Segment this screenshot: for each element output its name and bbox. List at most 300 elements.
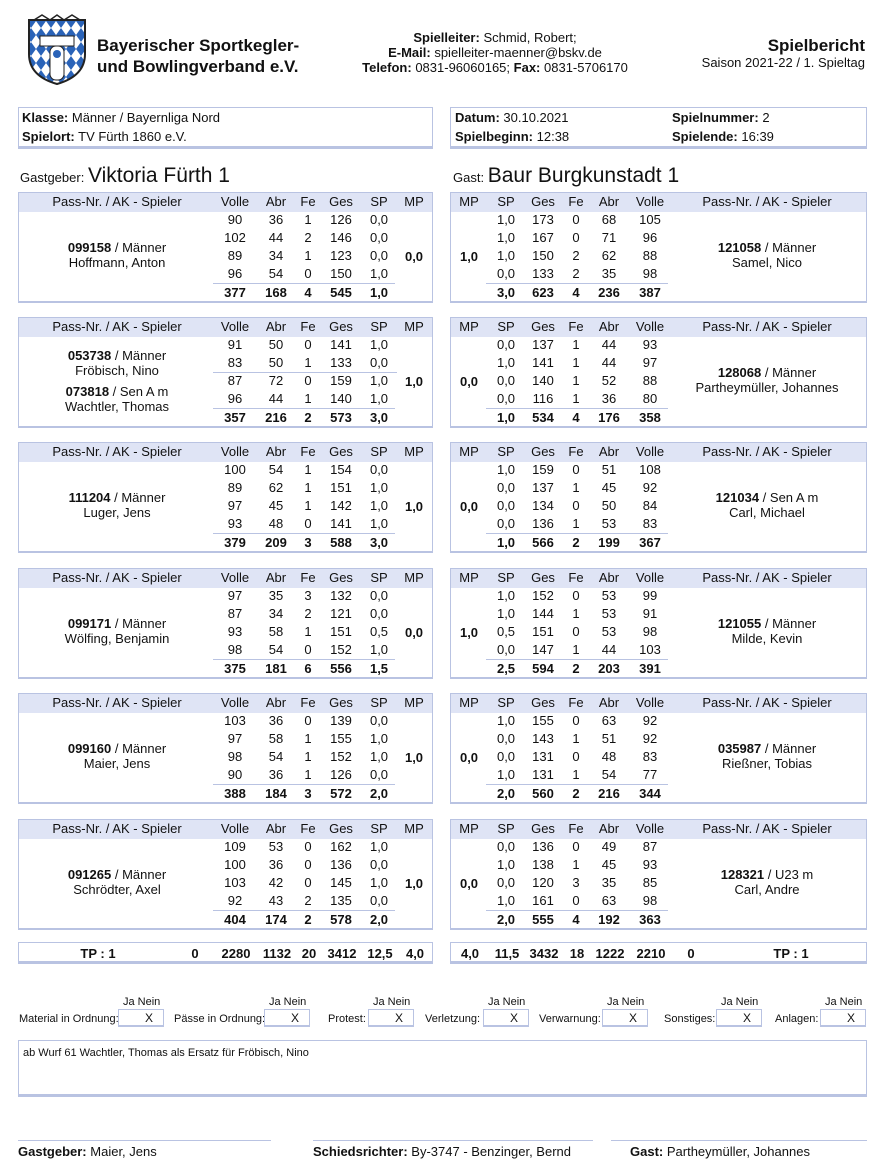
away-header-ges: Ges bbox=[531, 194, 555, 209]
away-score-cell: 1,0 bbox=[496, 893, 516, 908]
home-score-cell: 54 bbox=[268, 642, 284, 657]
leader-value: Schmid, Robert; bbox=[483, 30, 577, 45]
player-name: Schrödter, Axel bbox=[73, 882, 161, 897]
player-name: Luger, Jens bbox=[83, 505, 151, 520]
away-score-cell: 151 bbox=[532, 624, 554, 639]
check-box[interactable] bbox=[483, 1009, 529, 1027]
home-score-cell: 1 bbox=[304, 731, 312, 746]
away-score-cell: 0,0 bbox=[496, 516, 516, 531]
away-total-divider bbox=[486, 784, 668, 785]
away-total-cell: 203 bbox=[598, 661, 620, 676]
away-total-cell: 3,0 bbox=[496, 285, 516, 300]
home-score-cell: 93 bbox=[227, 624, 243, 639]
player-age-class: / Männer bbox=[111, 741, 167, 756]
check-box[interactable] bbox=[716, 1009, 762, 1027]
away-score-cell: 1 bbox=[572, 857, 580, 872]
check-label: Protest: bbox=[328, 1013, 366, 1025]
away-score-cell: 108 bbox=[639, 462, 661, 477]
home-total-cell: 2 bbox=[304, 912, 312, 927]
away-total-cell: 2,0 bbox=[496, 786, 516, 801]
away-score-cell: 85 bbox=[642, 875, 658, 890]
home-score-cell: 42 bbox=[268, 875, 284, 890]
away-score-cell: 80 bbox=[642, 391, 658, 406]
home-header-mp: MP bbox=[404, 194, 424, 209]
home-total-cell: 168 bbox=[265, 285, 287, 300]
away-score-cell: 1,0 bbox=[496, 606, 516, 621]
away-score-cell: 48 bbox=[601, 749, 617, 764]
home-score-cell: 1 bbox=[304, 355, 312, 370]
player-age-class: / Sen A m bbox=[109, 384, 169, 399]
home-score-cell: 150 bbox=[330, 266, 352, 281]
home-score-cell: 1,0 bbox=[369, 498, 389, 513]
home-header-mp: MP bbox=[404, 695, 424, 710]
away-total-cell: 1,0 bbox=[496, 535, 516, 550]
away-score-cell: 0,0 bbox=[496, 337, 516, 352]
away-score-cell: 49 bbox=[601, 839, 617, 854]
away-header-fe: Fe bbox=[568, 570, 584, 585]
away-score-cell: 136 bbox=[532, 839, 554, 854]
player-pass-number: 111204 bbox=[68, 490, 111, 505]
home-score-cell: 34 bbox=[268, 248, 284, 263]
away-score-cell: 0,5 bbox=[496, 624, 516, 639]
home-total-cell: 184 bbox=[265, 786, 287, 801]
home-player bbox=[65, 384, 169, 414]
home-score-cell: 0 bbox=[304, 857, 312, 872]
home-match-point: 0,0 bbox=[404, 625, 424, 640]
away-header-abr: Abr bbox=[598, 570, 620, 585]
away-score-cell: 98 bbox=[642, 624, 658, 639]
away-score-cell: 0,0 bbox=[496, 642, 516, 657]
away-score-cell: 155 bbox=[532, 713, 554, 728]
home-score-cell: 100 bbox=[224, 462, 246, 477]
away-header-sp: SP bbox=[497, 695, 515, 710]
away-total-cell: 367 bbox=[639, 535, 661, 550]
away-total-cell: 2 bbox=[572, 786, 580, 801]
away-summary bbox=[450, 942, 867, 964]
home-score-cell: 54 bbox=[268, 749, 284, 764]
home-score-cell: 96 bbox=[227, 391, 243, 406]
away-score-cell: 144 bbox=[532, 606, 554, 621]
home-total-cell: 556 bbox=[330, 661, 352, 676]
away-score-cell: 147 bbox=[532, 642, 554, 657]
away-score-cell: 54 bbox=[601, 767, 617, 782]
leader-label: Spielleiter: bbox=[413, 30, 480, 45]
home-score-cell: 83 bbox=[227, 355, 243, 370]
home-total-cell: 216 bbox=[265, 410, 287, 425]
away-score-cell: 0,0 bbox=[496, 266, 516, 281]
email-label: E-Mail: bbox=[388, 45, 431, 60]
home-total-cell: 3,0 bbox=[369, 410, 389, 425]
away-score-cell: 0 bbox=[572, 839, 580, 854]
away-total-cell: 1,0 bbox=[496, 410, 516, 425]
away-score-cell: 137 bbox=[532, 337, 554, 352]
away-player bbox=[721, 867, 814, 897]
home-header-row bbox=[19, 694, 432, 713]
away-score-cell: 116 bbox=[532, 391, 554, 406]
away-score-cell: 53 bbox=[601, 588, 617, 603]
away-header-pass-nr-ak-spieler: Pass-Nr. / AK - Spieler bbox=[702, 444, 832, 459]
home-header-abr: Abr bbox=[265, 319, 287, 334]
home-score-cell: 54 bbox=[268, 266, 284, 281]
home-header-mp: MP bbox=[404, 319, 424, 334]
org-line-1: Bayerischer Sportkegler- bbox=[97, 36, 300, 55]
away-total-cell: 2 bbox=[572, 535, 580, 550]
away-header-row bbox=[451, 569, 866, 588]
home-score-cell: 92 bbox=[227, 893, 243, 908]
home-score-cell: 139 bbox=[330, 713, 352, 728]
check-mark-nein: X bbox=[291, 1011, 300, 1025]
home-header-sp: SP bbox=[370, 319, 388, 334]
away-total-cell: 566 bbox=[532, 535, 554, 550]
away-score-cell: 3 bbox=[572, 875, 580, 890]
player-name: Hoffmann, Anton bbox=[68, 255, 166, 270]
away-team-label: Gast: bbox=[453, 170, 485, 185]
datum-value: 30.10.2021 bbox=[503, 110, 569, 125]
home-header-volle: Volle bbox=[220, 194, 250, 209]
home-summary-cell: 3412 bbox=[327, 946, 357, 961]
away-header-mp: MP bbox=[459, 319, 479, 334]
home-score-cell: 0 bbox=[304, 875, 312, 890]
home-header-mp: MP bbox=[404, 444, 424, 459]
player-name: Samel, Nico bbox=[731, 255, 803, 270]
check-mark-nein: X bbox=[395, 1011, 404, 1025]
spielnummer-value: 2 bbox=[762, 110, 770, 125]
away-total-cell: 2,5 bbox=[496, 661, 516, 676]
home-header-ges: Ges bbox=[329, 319, 353, 334]
home-total-divider bbox=[213, 533, 395, 534]
away-summary-cell: 4,0 bbox=[460, 946, 480, 961]
home-total-cell: 377 bbox=[224, 285, 246, 300]
player-age-class: / Männer bbox=[111, 616, 167, 631]
datum-label: Datum: bbox=[455, 110, 500, 125]
away-score-cell: 99 bbox=[642, 588, 658, 603]
away-header-sp: SP bbox=[497, 319, 515, 334]
home-player bbox=[65, 616, 170, 646]
away-header-volle: Volle bbox=[635, 570, 665, 585]
away-total-cell: 594 bbox=[532, 661, 554, 676]
away-summary-cell: 18 bbox=[569, 946, 585, 961]
away-header-volle: Volle bbox=[635, 821, 665, 836]
away-score-cell: 1,0 bbox=[496, 248, 516, 263]
home-header-abr: Abr bbox=[265, 570, 287, 585]
home-header-fe: Fe bbox=[300, 444, 316, 459]
home-header-abr: Abr bbox=[265, 444, 287, 459]
home-header-sp: SP bbox=[370, 444, 388, 459]
phone-label: Telefon: bbox=[362, 60, 412, 75]
home-score-cell: 0,0 bbox=[369, 230, 389, 245]
spielnummer-label: Spielnummer: bbox=[672, 110, 759, 125]
away-score-cell: 2 bbox=[572, 266, 580, 281]
away-match-point: 0,0 bbox=[459, 750, 479, 765]
ja-nein-header: Ja Nein bbox=[373, 996, 411, 1008]
home-header-ges: Ges bbox=[329, 570, 353, 585]
home-total-cell: 3,0 bbox=[369, 535, 389, 550]
home-header-pass-nr-ak-spieler: Pass-Nr. / AK - Spieler bbox=[52, 319, 182, 334]
away-summary-cell: 0 bbox=[687, 946, 695, 961]
away-score-cell: 44 bbox=[601, 355, 617, 370]
away-score-cell: 140 bbox=[532, 373, 554, 388]
season-label: Saison 2021-22 / 1. Spieltag bbox=[701, 55, 865, 70]
ja-nein-header: Ja Nein bbox=[721, 996, 759, 1008]
away-score-cell: 0 bbox=[572, 498, 580, 513]
away-header-mp: MP bbox=[459, 444, 479, 459]
home-score-cell: 34 bbox=[268, 606, 284, 621]
away-score-cell: 53 bbox=[601, 624, 617, 639]
home-match-point: 1,0 bbox=[404, 750, 424, 765]
away-header-volle: Volle bbox=[635, 444, 665, 459]
home-header-ges: Ges bbox=[329, 821, 353, 836]
away-score-cell: 1 bbox=[572, 391, 580, 406]
player-name: Milde, Kevin bbox=[731, 631, 803, 646]
player-pass-number: 121034 bbox=[715, 490, 760, 505]
away-total-cell: 4 bbox=[572, 410, 580, 425]
home-score-cell: 0 bbox=[304, 642, 312, 657]
home-score-cell: 132 bbox=[330, 588, 352, 603]
player-age-class: / Männer bbox=[761, 741, 817, 756]
away-header-sp: SP bbox=[497, 570, 515, 585]
check-box[interactable] bbox=[820, 1009, 866, 1027]
player-pass-number: 128068 bbox=[717, 365, 762, 380]
home-score-cell: 0,0 bbox=[369, 248, 389, 263]
player-pass-number: 091265 bbox=[67, 867, 112, 882]
away-score-cell: 0 bbox=[572, 713, 580, 728]
away-score-cell: 93 bbox=[642, 337, 658, 352]
away-total-cell: 555 bbox=[532, 912, 554, 927]
check-label: Anlagen: bbox=[775, 1013, 819, 1025]
away-score-cell: 0,0 bbox=[496, 749, 516, 764]
home-score-cell: 0 bbox=[304, 713, 312, 728]
home-summary bbox=[18, 942, 433, 964]
away-score-cell: 0,0 bbox=[496, 373, 516, 388]
away-header-fe: Fe bbox=[568, 695, 584, 710]
check-mark-nein: X bbox=[510, 1011, 519, 1025]
home-score-cell: 36 bbox=[268, 212, 284, 227]
away-score-cell: 98 bbox=[642, 893, 658, 908]
home-summary-cell: 12,5 bbox=[367, 946, 393, 961]
player-name: Maier, Jens bbox=[83, 756, 151, 771]
away-total-divider bbox=[486, 283, 668, 284]
away-score-cell: 35 bbox=[601, 266, 617, 281]
away-score-cell: 134 bbox=[532, 498, 554, 513]
check-box[interactable] bbox=[118, 1009, 164, 1027]
home-score-cell: 91 bbox=[227, 337, 243, 352]
away-total-cell: 199 bbox=[598, 535, 620, 550]
away-score-cell: 0 bbox=[572, 893, 580, 908]
home-score-cell: 93 bbox=[227, 516, 243, 531]
home-score-cell: 1 bbox=[304, 498, 312, 513]
home-score-cell: 36 bbox=[268, 713, 284, 728]
player-name: Partheymüller, Johannes bbox=[695, 380, 839, 395]
away-score-cell: 96 bbox=[642, 230, 658, 245]
away-header-abr: Abr bbox=[598, 821, 620, 836]
away-total-cell: 2 bbox=[572, 661, 580, 676]
home-score-cell: 162 bbox=[330, 839, 352, 854]
away-total-cell: 4 bbox=[572, 285, 580, 300]
home-score-cell: 97 bbox=[227, 731, 243, 746]
home-score-cell: 98 bbox=[227, 749, 243, 764]
home-score-cell: 1 bbox=[304, 480, 312, 495]
home-header-fe: Fe bbox=[300, 570, 316, 585]
away-player bbox=[718, 240, 816, 270]
home-score-cell: 0,5 bbox=[369, 624, 389, 639]
bskv-logo bbox=[26, 14, 88, 86]
home-team bbox=[20, 164, 230, 188]
home-total-cell: 6 bbox=[304, 661, 312, 676]
player-name: Wölfing, Benjamin bbox=[64, 631, 170, 646]
home-header-abr: Abr bbox=[265, 695, 287, 710]
fax-label: Fax: bbox=[513, 60, 541, 75]
away-score-cell: 136 bbox=[532, 516, 554, 531]
away-total-divider bbox=[486, 659, 668, 660]
home-score-cell: 141 bbox=[330, 516, 352, 531]
home-score-cell: 136 bbox=[330, 857, 352, 872]
home-score-cell: 0,0 bbox=[369, 355, 389, 370]
player-pass-number: 121055 bbox=[717, 616, 762, 631]
check-box[interactable] bbox=[264, 1009, 310, 1027]
ja-nein-header: Ja Nein bbox=[123, 996, 161, 1008]
home-header-pass-nr-ak-spieler: Pass-Nr. / AK - Spieler bbox=[52, 695, 182, 710]
away-player bbox=[718, 616, 816, 646]
away-score-cell: 92 bbox=[642, 480, 658, 495]
away-team-name: Baur Burgkunstadt 1 bbox=[487, 164, 680, 187]
away-score-cell: 143 bbox=[532, 731, 554, 746]
away-score-cell: 131 bbox=[532, 767, 554, 782]
away-score-cell: 44 bbox=[601, 642, 617, 657]
home-score-cell: 1,0 bbox=[369, 516, 389, 531]
away-summary-cell: 11,5 bbox=[494, 946, 520, 961]
home-score-cell: 36 bbox=[268, 857, 284, 872]
check-label: Verwarnung: bbox=[539, 1013, 601, 1025]
home-score-cell: 126 bbox=[330, 212, 352, 227]
away-score-cell: 1,0 bbox=[496, 857, 516, 872]
home-header-fe: Fe bbox=[300, 194, 316, 209]
home-score-cell: 1,0 bbox=[369, 749, 389, 764]
home-score-cell: 1 bbox=[304, 212, 312, 227]
away-score-cell: 44 bbox=[601, 337, 617, 352]
home-score-cell: 151 bbox=[330, 480, 352, 495]
home-score-cell: 145 bbox=[330, 875, 352, 890]
away-score-cell: 152 bbox=[532, 588, 554, 603]
report-title: Spielbericht bbox=[767, 36, 865, 55]
player-name: Fröbisch, Nino bbox=[75, 363, 159, 378]
home-total-cell: 573 bbox=[330, 410, 352, 425]
home-match-point: 1,0 bbox=[404, 876, 424, 891]
home-score-cell: 35 bbox=[268, 588, 284, 603]
home-total-cell: 2,0 bbox=[369, 786, 389, 801]
away-header-row bbox=[451, 443, 866, 462]
player-name: Rießner, Tobias bbox=[721, 756, 813, 771]
home-score-cell: 1 bbox=[304, 767, 312, 782]
away-match-point: 0,0 bbox=[459, 374, 479, 389]
home-score-cell: 100 bbox=[224, 857, 246, 872]
ja-nein-header: Ja Nein bbox=[488, 996, 526, 1008]
away-score-cell: 0,0 bbox=[496, 875, 516, 890]
check-box[interactable] bbox=[602, 1009, 648, 1027]
check-box[interactable] bbox=[368, 1009, 414, 1027]
home-header-row bbox=[19, 820, 432, 839]
away-score-cell: 93 bbox=[642, 857, 658, 872]
away-score-cell: 0 bbox=[572, 462, 580, 477]
home-total-cell: 2 bbox=[304, 410, 312, 425]
home-score-cell: 0,0 bbox=[369, 606, 389, 621]
home-total-cell: 2,0 bbox=[369, 912, 389, 927]
home-score-cell: 146 bbox=[330, 230, 352, 245]
home-header-fe: Fe bbox=[300, 319, 316, 334]
away-score-cell: 0 bbox=[572, 212, 580, 227]
away-match-point: 0,0 bbox=[459, 876, 479, 891]
away-header-mp: MP bbox=[459, 821, 479, 836]
home-total-cell: 578 bbox=[330, 912, 352, 927]
away-score-cell: 0 bbox=[572, 588, 580, 603]
home-score-cell: 1,0 bbox=[369, 373, 389, 388]
sig-away-label: Gast: bbox=[630, 1144, 664, 1159]
home-score-cell: 0 bbox=[304, 266, 312, 281]
away-total-cell: 391 bbox=[639, 661, 661, 676]
home-score-cell: 103 bbox=[224, 713, 246, 728]
home-header-volle: Volle bbox=[220, 695, 250, 710]
player-pass-number: 073818 bbox=[65, 384, 110, 399]
home-score-cell: 140 bbox=[330, 391, 352, 406]
home-total-cell: 379 bbox=[224, 535, 246, 550]
home-header-abr: Abr bbox=[265, 194, 287, 209]
home-player bbox=[68, 348, 166, 378]
away-header-fe: Fe bbox=[568, 319, 584, 334]
away-score-cell: 1,0 bbox=[496, 355, 516, 370]
home-total-cell: 404 bbox=[224, 912, 246, 927]
home-header-row bbox=[19, 193, 432, 212]
away-total-cell: 236 bbox=[598, 285, 620, 300]
away-header-abr: Abr bbox=[598, 444, 620, 459]
away-score-cell: 1 bbox=[572, 642, 580, 657]
home-header-abr: Abr bbox=[265, 821, 287, 836]
player-name: Carl, Andre bbox=[734, 882, 800, 897]
check-mark-nein: X bbox=[145, 1011, 154, 1025]
home-header-sp: SP bbox=[370, 695, 388, 710]
away-score-cell: 141 bbox=[532, 355, 554, 370]
home-score-cell: 1,0 bbox=[369, 875, 389, 890]
beginn-value: 12:38 bbox=[536, 129, 570, 144]
home-score-cell: 1,0 bbox=[369, 391, 389, 406]
home-total-cell: 375 bbox=[224, 661, 246, 676]
away-score-cell: 1 bbox=[572, 480, 580, 495]
home-score-cell: 89 bbox=[227, 480, 243, 495]
home-player bbox=[68, 240, 166, 270]
away-header-sp: SP bbox=[497, 194, 515, 209]
home-match-point: 1,0 bbox=[404, 499, 424, 514]
away-score-cell: 52 bbox=[601, 373, 617, 388]
home-score-cell: 126 bbox=[330, 767, 352, 782]
player-pass-number: 099160 bbox=[67, 741, 112, 756]
home-summary-cell: 1132 bbox=[262, 946, 292, 961]
home-header-mp: MP bbox=[404, 821, 424, 836]
away-total-cell: 4 bbox=[572, 912, 580, 927]
home-score-cell: 155 bbox=[330, 731, 352, 746]
home-score-cell: 0 bbox=[304, 516, 312, 531]
away-score-cell: 1,0 bbox=[496, 588, 516, 603]
home-score-cell: 0,0 bbox=[369, 462, 389, 477]
away-header-fe: Fe bbox=[568, 821, 584, 836]
away-total-cell: 534 bbox=[532, 410, 554, 425]
away-score-cell: 133 bbox=[532, 266, 554, 281]
home-score-cell: 58 bbox=[268, 624, 284, 639]
away-score-cell: 1 bbox=[572, 731, 580, 746]
home-score-cell: 0,0 bbox=[369, 713, 389, 728]
check-label: Sonstiges: bbox=[664, 1013, 716, 1025]
home-score-cell: 97 bbox=[227, 498, 243, 513]
home-score-cell: 1,0 bbox=[369, 731, 389, 746]
home-header-ges: Ges bbox=[329, 444, 353, 459]
away-score-cell: 68 bbox=[601, 212, 617, 227]
